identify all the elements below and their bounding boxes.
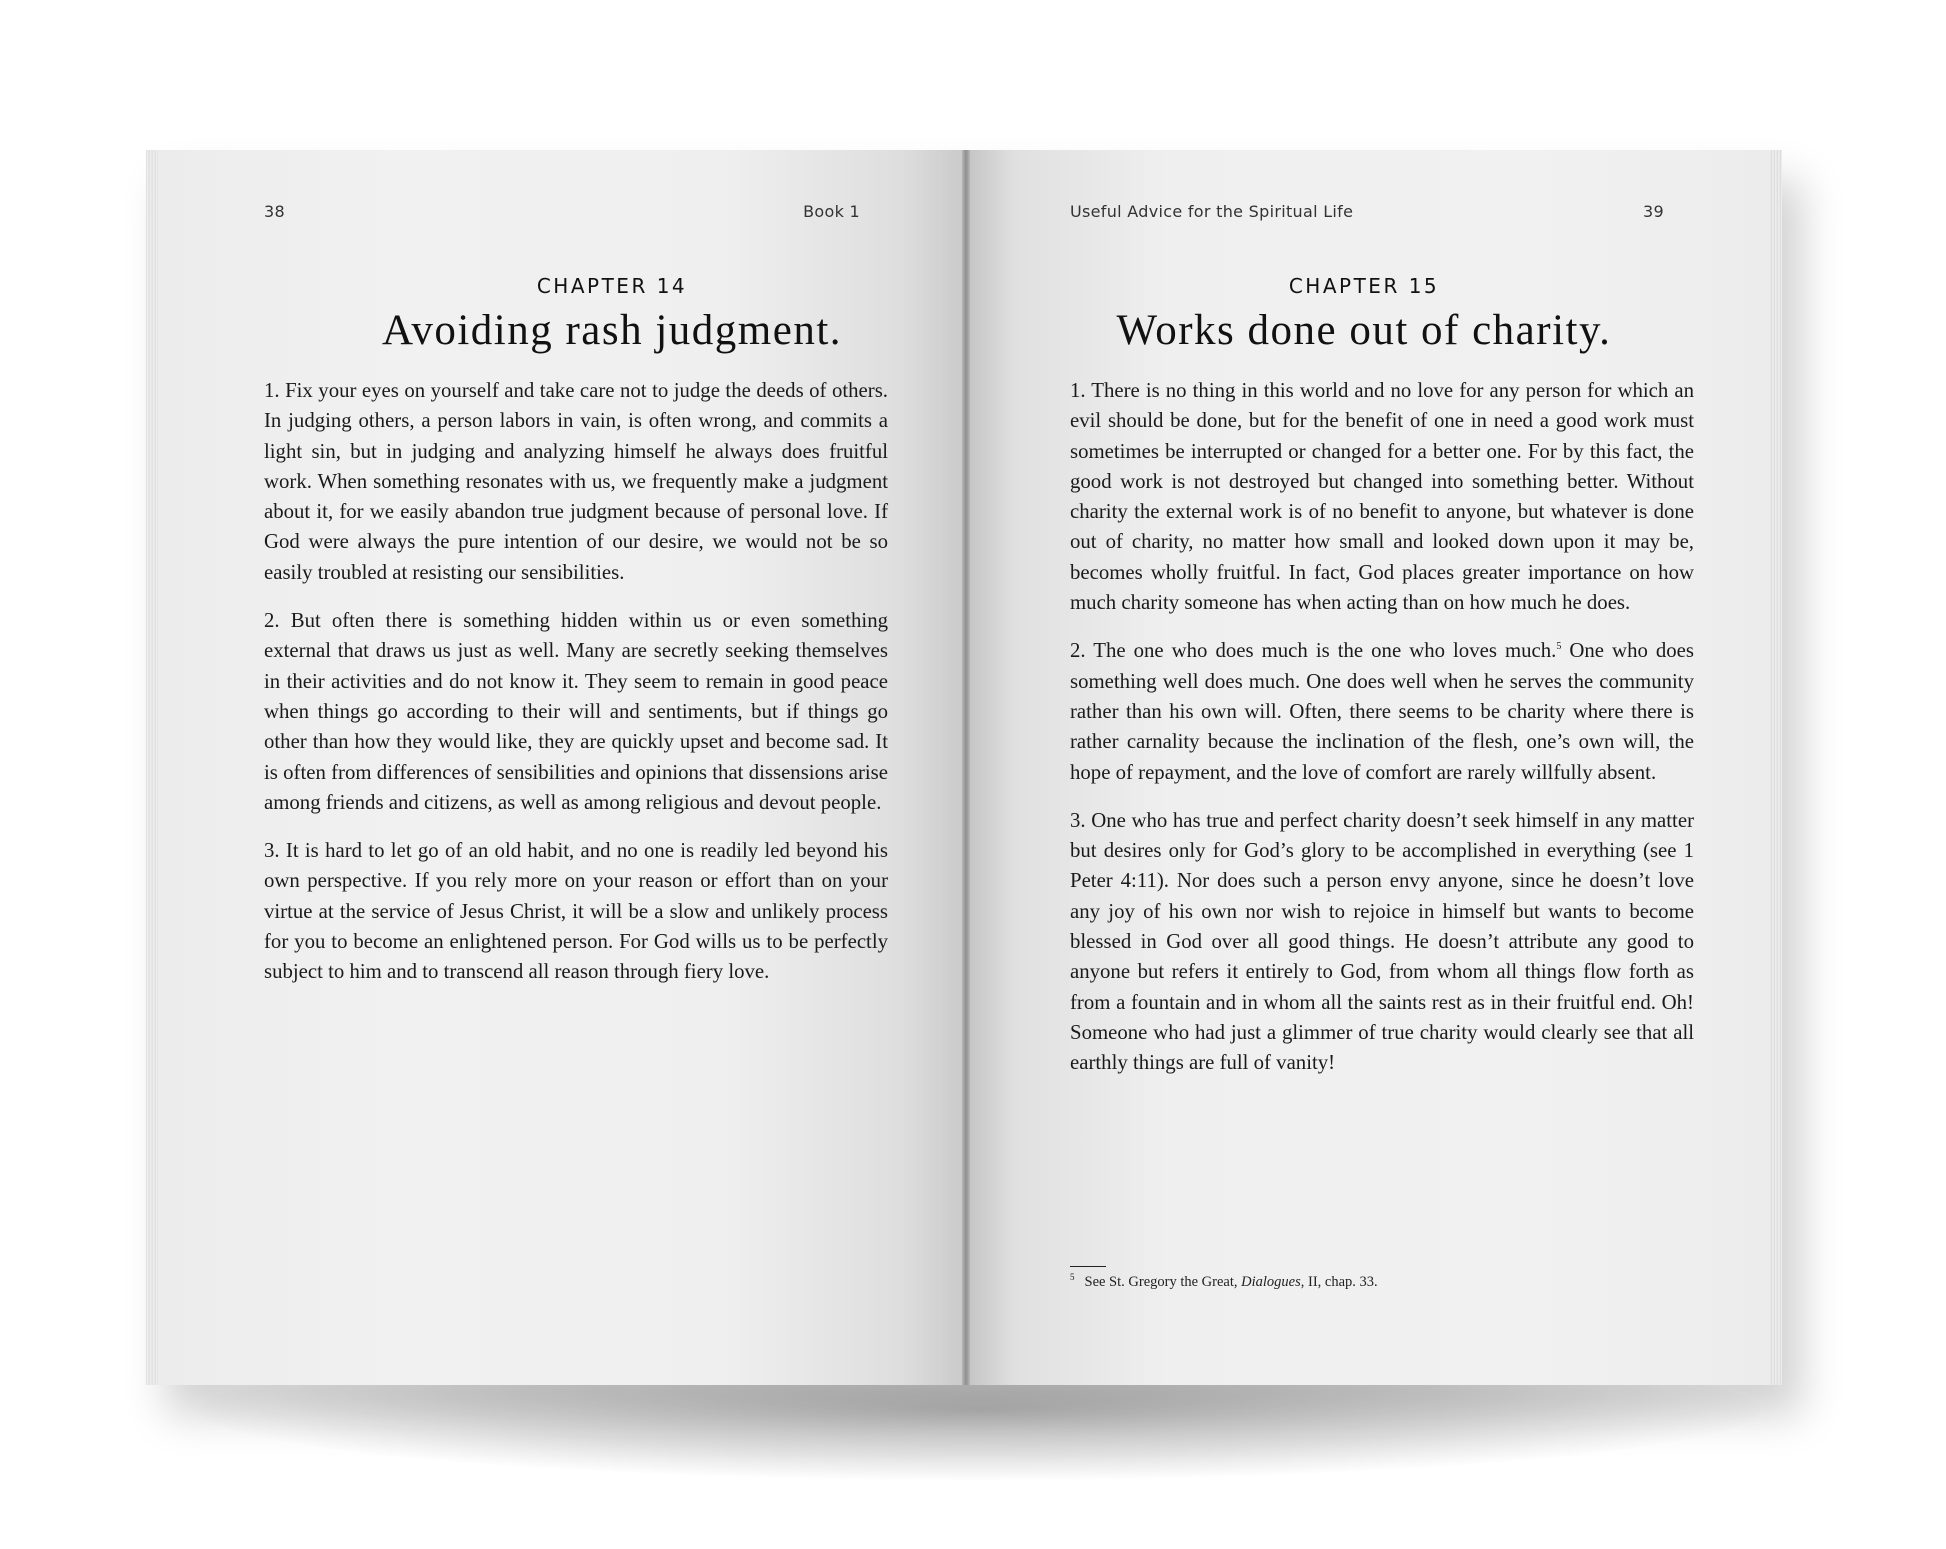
running-head-right: Useful Advice for the Spiritual Life	[1070, 202, 1354, 221]
footnote	[1070, 1272, 1378, 1291]
right-page	[966, 150, 1770, 1385]
open-book	[146, 150, 1782, 1385]
paragraph	[1070, 636, 1694, 787]
footnote-text: , II, chap. 33.	[1300, 1273, 1378, 1290]
right-page-edges	[1768, 150, 1782, 1385]
chapter-title: Works done out of charity.	[1116, 307, 1612, 354]
footnote-rule	[1070, 1266, 1106, 1267]
chapter-label: CHAPTER 14	[536, 274, 688, 298]
chapter-label: CHAPTER 15	[1288, 274, 1440, 298]
running-head-left: Book 1	[803, 202, 860, 221]
paragraph: 3. It is hard to let go of an old habit, and no one is readily led beyond his own perspective. If you rely more on your reason or effort than on your virtue at the service of Jesus Christ, it will be a slow and unlikely process for you to become an enlightened person. For God wills us to be perfectly subject to him and to transcend all reason through fiery love.	[264, 839, 888, 984]
footnote-mark: 5	[1070, 1272, 1075, 1282]
footnote-text: See St. Gregory the Great,	[1084, 1273, 1242, 1290]
left-page	[158, 150, 966, 1385]
paragraph-text: One who does something well does much. One does well when he serves the community rather than his own will. Often, there seems to be charity where there is rather carnality because the inclination of the flesh, one’s own will, the hope of repayment, and the love of comfort are rarely willfully absent.	[1070, 639, 1694, 784]
book-spine	[962, 150, 970, 1385]
paragraph: 2. But often there is something hidden within us or even something external that draws us just as well. Many are secretly seeking themselves in their activities and do not know it. They seem to remain in good peace when things go according to their will and sentiments, but if things go other than how they would like, they are quickly upset and become sad. It is often from differences of sensibilities and opinions that dissensions arise among friends and citizens, as well as among religious and devout people.	[264, 609, 888, 814]
paragraph-text: 2. The one who does much is the one who loves much.	[1070, 639, 1557, 663]
page-number-left: 38	[264, 202, 285, 221]
chapter-title: Avoiding rash judgment.	[381, 307, 843, 354]
paragraph: 3. One who has true and perfect charity doesn’t seek himself in any matter but desires only for God’s glory to be accomplished in everything (see 1 Peter 4:11). Nor does such a person envy anyone, since he doesn’t love any joy of his own nor wish to rejoice in himself but wants to become blessed in God over all good things. He doesn’t attribute any good to anyone but refers it entirely to God, from whom all things flow forth as from a fountain and in whom all the saints rest as in their fruitful end. Oh! Someone who had just a glimmer of true charity would clearly see that all earthly things are full of vanity!	[1070, 808, 1694, 1075]
paragraph: 1. There is no thing in this world and no love for any person for which an evil should be done, but for the benefit of one in need a good work must sometimes be interrupted or changed for a better one. For by this fact, the good work is not destroyed but changed into something better. Without charity the external work is of no benefit to anyone, but whatever is done out of charity, no matter how small and looked down upon it may be, becomes wholly fruitful. In fact, God places greater importance on how much charity someone has when acting than on how much he does.	[1070, 379, 1694, 615]
chapter-body	[1070, 376, 1694, 1097]
paragraph: 1. Fix your eyes on yourself and take care not to judge the deeds of others. In judging others, a person labors in vain, is often wrong, and commits a light sin, but in judging and analyzing himself he always does fruitful work. When something resonates with us, we frequently make a judgment about it, for we easily abandon true judgment because of personal love. If God were always the pure intention of our desire, we would not be so easily troubled at resisting our sensibilities.	[264, 379, 888, 584]
footnote-reference[interactable]: 5	[1556, 641, 1562, 653]
chapter-body	[264, 376, 888, 1006]
page-number-right: 39	[1643, 202, 1664, 221]
footnote-work-title: Dialogues	[1241, 1273, 1301, 1290]
